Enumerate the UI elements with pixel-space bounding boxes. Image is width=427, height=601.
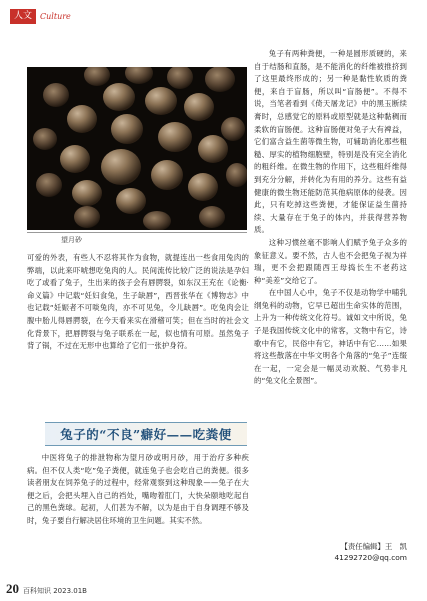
section-title: 兔子的“不良”癖好——吃粪便 [60,427,232,442]
paragraph: 可爱的外表，有些人不忍将其作为食物，就提连出一些食用兔肉的弊端，以此来吓唬想吃兔肉的人。民间流传比较广泛的说法是孕妇吃了或看了兔子，生出来的孩子会有唇腭裂，如东汉王充在《论衡·命义篇》中记载“妊妇食兔，生子缺唇”，西晋张华在《博物志》中也记载“妊娠者不可啖兔肉，亦不可见兔，令儿缺唇”。吃兔肉会让腹中胎儿得唇腭裂，在今天看来实在滑稽可笑；但在当时的社会文化背景下，把唇腭裂与兔子联系在一起，似也情有可原。虽然兔子背了锅，不过在无形中也算给了它们一张护身符。 [27,253,249,351]
paragraph: 中医将兔子的排泄物称为望月砂或明月砂，用于治疗多种疾病。但不仅人类“吃”兔子粪便，就连兔子也会吃自己的粪便。很多读者朋友在饲养兔子的过程中，经常观察到这种现象——兔子在大便之后，会把头埋入自己的裆处，嘴吻着肛门，大快朵颐地吃起自己的黑色粪球。起初，人们甚为不解，以为是由于自身调理不够及时，兔子要自行解决居住环境的卫生问题。其实不然。 [27,453,249,525]
page-footer [6,581,87,597]
editor-email: 41292720@qq.com [334,553,407,562]
rabbit-droppings-photo [27,67,247,230]
editor-label: 【责任编辑】王 凯 [340,542,407,551]
section-heading [45,422,247,446]
section-mark: 人文 [10,9,36,24]
section-header [10,8,71,24]
left-column-top [27,252,249,353]
paragraph: 兔子有两种粪便，一种是圆形质硬的，来自于结肠和直肠，是不能消化的纤维被推挤到了这里最终形成的；另一种是黏性软质的粪便，来自于盲肠，所以叫“盲肠便”。不得不说，当笔者看到《倚天屠龙记》中的黑玉断续膏时，总感觉它的原料或原型就是这种黏稠而柔软的盲肠便。这种盲肠便对兔子大有裨益，它们富含益生菌等微生物，可辅助消化那些粗糙、厚实的植物细胞壁，特别是没有完全消化的粗纤维。在微生物的作用下，这些粗纤维得到充分分解，并转化为有用的养分。这些有益健康的微生物还能防范其他病原体的侵袭。因此，只有吃掉这些粪便，才能保证益生菌持续、大量存在于兔子的体内，并获得营养物质。 [254,49,407,235]
paragraph: 在中国人心中，兔子不仅是动物学中哺乳纲兔科的动物，它早已超出生命实体的范围，上升为一种传统文化符号。诚如文中所说，兔子是我国传统文化中的常客，文物中有它，诗歌中有它，民俗中有它，神话中有它……如果将这些散落在中华文明各个角落的“兔子”连缀在一起，一定会是一幅灵动欢脱、气势非凡的“兔文化全景图”。 [254,288,407,386]
section-english-label: Culture [40,11,71,21]
droppings-illustration [27,67,247,230]
publication-info: 百科知识 2023.01B [23,587,87,595]
page-number: 20 [6,581,19,596]
photo-caption: 望月砂 [27,232,247,245]
paragraph: 这种习惯丝毫不影响人们赋予兔子众多的象征意义。要不然，古人也不会把兔子视为祥瑞，更不会把跟随西王母捣长生不老药这种“美差”交给它了。 [254,237,407,285]
left-column-bottom [27,452,249,528]
editor-credit [334,541,407,563]
right-column [254,48,407,388]
